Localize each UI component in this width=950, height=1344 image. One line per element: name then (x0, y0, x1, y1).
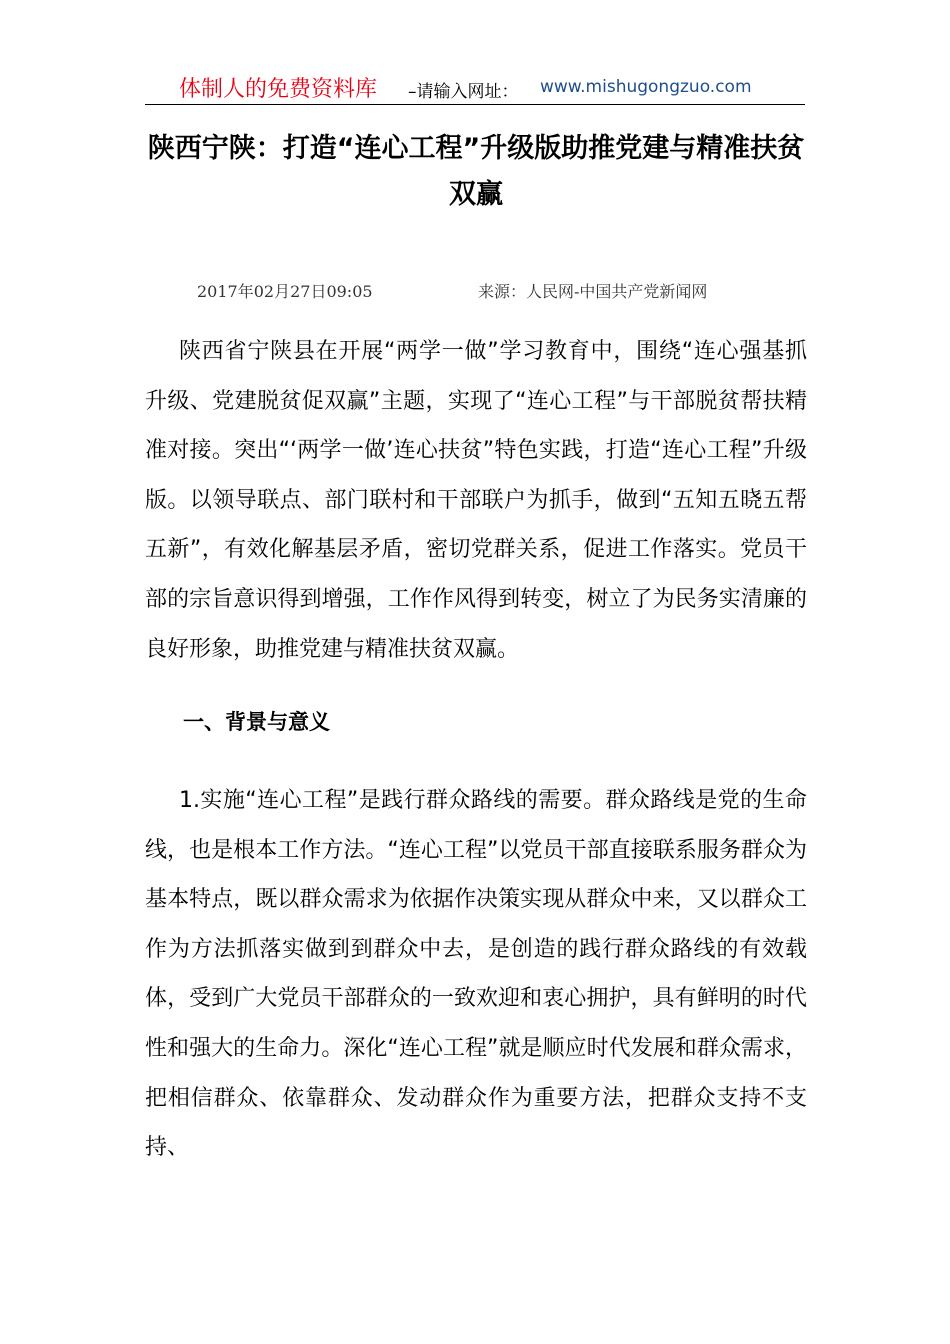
body-paragraph: 1.实施“连心工程”是践行群众路线的需要。群众路线是党的生命线，也是根本工作方法。“连心工程”以党员干部直接联系服务群众为基本特点，既以群众需求为依据作决策实现从群众中来，又以群众工作为方法抓落实做到到群众中去，是创造的践行群众路线的有效载体，受到广大党员干部群众的一致欢迎和衷心拥护，具有鲜明的时代性和强大的生命力。深化“连心工程”就是顺应时代发展和群众需求，把相信群众、依靠群众、发动群众作为重要方法，把群众支持不支持、 (145, 788, 807, 1161)
publish-date: 2017年02月27日09:05 (197, 282, 373, 301)
section-heading: 一、背景与意义 (183, 710, 330, 734)
intro-paragraph: 陕西省宁陕县在开展“两学一做”学习教育中，围绕“连心强基抓升级、党建脱贫促双赢”主题，实现了“连心工程”与干部脱贫帮扶精准对接。突出“‘两学一做’连心扶贫”特色实践，打造“连心工程”升级版。以领导联点、部门联村和干部联户为抓手，做到“五知五晓五帮五新”，有效化解基层矛盾，密切党群关系，促进工作落实。党员干部的宗旨意识得到增强，工作作风得到转变，树立了为民务实清廉的良好形象，助推党建与精准扶贫双赢。 (145, 339, 807, 662)
article-source: 来源：人民网-中国共产党新闻网 (478, 282, 708, 301)
article-title: 陕西宁陕：打造“连心工程”升级版助推党建与精准扶贫双赢 (147, 133, 805, 210)
site-header (145, 70, 805, 105)
site-url-link[interactable]: www.mishugongzuo.com (540, 77, 752, 97)
url-prompt: –请输入网址： (408, 82, 519, 102)
site-brand: 体制人的免费资料库 (179, 77, 378, 102)
